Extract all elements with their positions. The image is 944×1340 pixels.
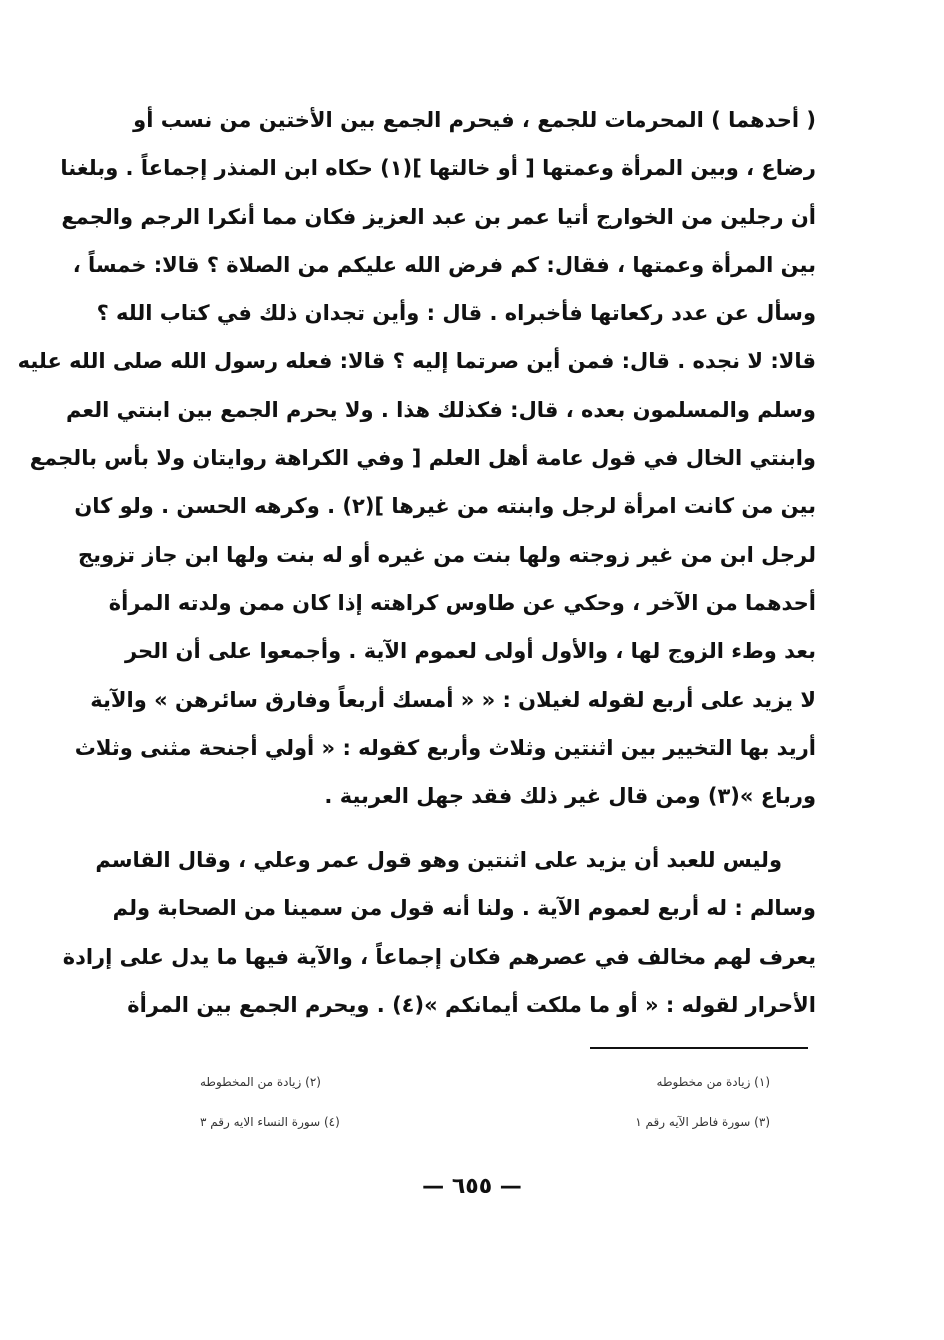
paragraph-1 [17, 96, 816, 820]
footnote-separator [590, 1047, 808, 1049]
text-line: قالا: لا نجده . قال: فمن أين صرتما إليه ؟ قالا: فعله رسول الله صلى الله عليه [17, 349, 816, 374]
text-line: بعد وطء الزوج لها ، والأول أولى لعموم الآية . وأجمعوا على أن الحر [124, 639, 816, 664]
footnote-4: (٤) سورة النساء الايه رقم ٣ [200, 1115, 340, 1129]
paragraph-2 [62, 836, 816, 1029]
text-line: أن رجلين من الخوارج أتيا عمر بن عبد العزيز فكان مما أنكرا الرجم والجمع [61, 204, 816, 229]
text-line: ( أحدهما ) المحرمات للجمع ، فيحرم الجمع بين الأختين من نسب أو [133, 108, 816, 132]
text-line: وسأل عن عدد ركعاتها فأخبراه . قال : وأين تجدان ذلك في كتاب الله ؟ [96, 301, 816, 326]
footnote-2: (٢) زيادة من المخطوطه [200, 1075, 321, 1089]
page-number: — ٦٥٥ — [422, 1174, 522, 1199]
text-line: الأحرار لقوله : « أو ما ملكت أيمانكم »(٤) . ويحرم الجمع بين المرأة [127, 992, 816, 1017]
footnote-row [200, 1112, 770, 1152]
text-line: بين من كانت امرأة لرجل وابنته من غيرها ](٢) . وكرهه الحسن . ولو كان [74, 494, 816, 519]
text-line: أريد بها التخيير بين اثنتين وثلاث وأربع كقوله : « أولي أجنحة مثنى وثلاث [74, 735, 816, 760]
text-line: أحدهما من الآخر ، وحكي عن طاوس كراهته إذا كان ممن ولدته المرأة [108, 590, 816, 615]
footnote-row [200, 1072, 770, 1112]
text-line: وليس للعبد أن يزيد على اثنتين وهو قول عمر وعلي ، وقال القاسم [95, 848, 782, 872]
footnotes [200, 1072, 770, 1152]
footnote-1: (١) زيادة من مخطوطه [656, 1075, 770, 1089]
text-line: رضاع ، وبين المرأة وعمتها [ أو خالتها ](١) حكاه ابن المنذر إجماعاً . وبلغنا [60, 156, 816, 181]
text-line: وابنتي الخال في قول عامة أهل العلم [ وفي الكراهة روايتان ولا بأس بالجمع [29, 446, 816, 471]
text-line: وسالم : له أربع لعموم الآية . ولنا أنه قول من سمينا من الصحابة ولم [112, 896, 816, 921]
text-line: يعرف لهم مخالف في عصرهم فكان إجماعاً ، والآية فيها ما يدل على إرادة [62, 944, 816, 969]
text-line: وسلم والمسلمون بعده ، قال: فكذلك هذا . ولا يحرم الجمع بين ابنتي العم [65, 397, 816, 422]
text-line: لرجل ابن من غير زوجته ولها بنت من غيره أو له بنت ولها ابن جاز تزويج [78, 542, 816, 567]
footnote-3: (٣) سورة فاطر الآيه رقم ١ [635, 1115, 770, 1129]
text-line: ورباع »(٣) ومن قال غير ذلك فقد جهل العربية . [324, 784, 816, 809]
text-line: بين المرأة وعمتها ، فقال: كم فرض الله عليكم من الصلاة ؟ قالا: خمساً ، [72, 252, 816, 277]
text-line: لا يزيد على أربع لقوله لغيلان : « « أمسك أربعاً وفارق سائرهن » والآية [90, 687, 816, 712]
